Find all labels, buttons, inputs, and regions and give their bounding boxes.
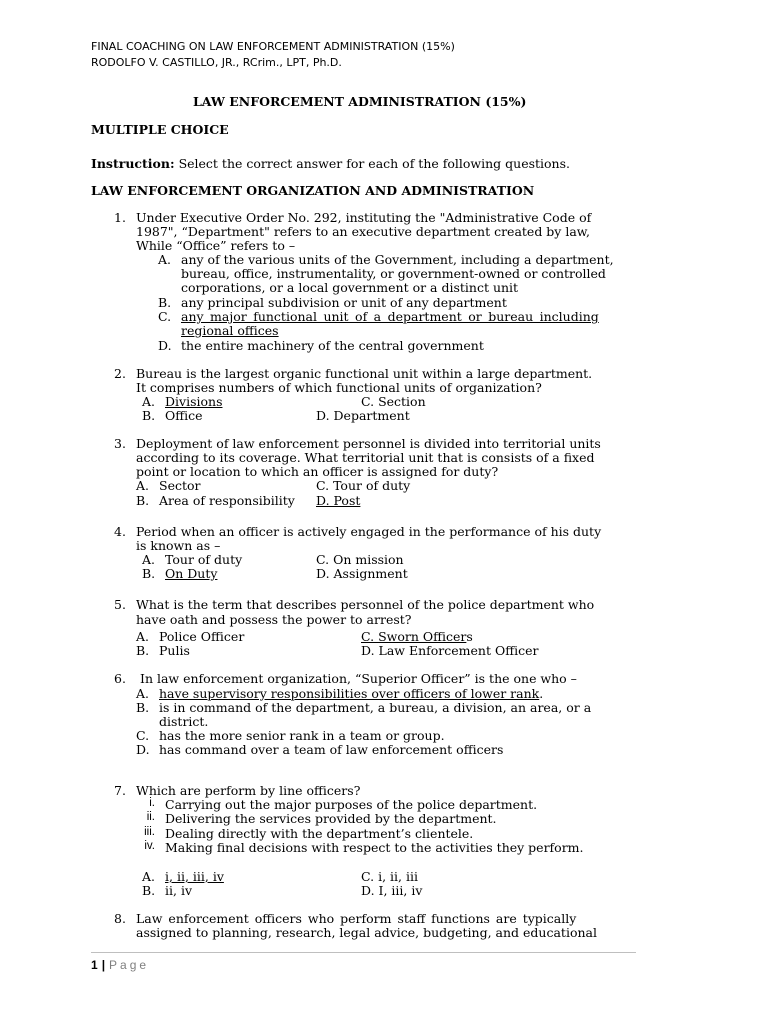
choice-text-answer: On Duty [165, 566, 218, 581]
choice-text-answer: D. Post [316, 493, 361, 508]
choice-letter: D. [158, 338, 172, 353]
question-text-line: point or location to which an officer is assigned for duty? [136, 464, 499, 479]
running-header-title: FINAL COACHING ON LAW ENFORCEMENT ADMINISTRATION (15%) [91, 40, 455, 53]
question-number: 7. [114, 783, 126, 798]
choice-text: has command over a team of law enforcement officers [159, 742, 504, 757]
answer-suffix: . [539, 686, 544, 701]
answer-underlined: C. Sworn Officer [361, 629, 467, 644]
choice-letter: A. [136, 686, 150, 701]
footer-divider [91, 952, 636, 953]
choice-letter: A. [142, 869, 156, 884]
roman-numeral: i. [149, 797, 155, 809]
instruction-label: Instruction: [91, 156, 175, 171]
page-label: Page [109, 958, 150, 972]
choice-text: D. Assignment [316, 566, 408, 581]
choice-text: C. Section [361, 394, 426, 409]
choice-text: any of the various units of the Government, including a department, [181, 252, 614, 267]
list-item: Delivering the services provided by the department. [165, 811, 497, 826]
choice-text-answer: Divisions [165, 394, 223, 409]
choice-letter: A. [158, 252, 172, 267]
choice-text: corporations, or a local government or a distinct unit [181, 280, 519, 295]
choice-letter: A. [142, 552, 156, 567]
subsection-heading: LAW ENFORCEMENT ORGANIZATION AND ADMINISTRATION [91, 183, 535, 198]
question-number: 4. [114, 524, 126, 539]
list-item: Dealing directly with the department’s clientele. [165, 826, 474, 841]
instruction [91, 156, 570, 171]
choice-letter: B. [142, 566, 156, 581]
question-number: 8. [114, 911, 126, 926]
question-text-line: While “Office” refers to – [136, 238, 296, 253]
question-text-line: What is the term that describes personnel of the police department who [136, 597, 595, 612]
choice-letter: A. [136, 478, 150, 493]
roman-numeral: ii. [146, 811, 155, 823]
answer-suffix: s [466, 629, 473, 644]
choice-text: D. Law Enforcement Officer [361, 643, 539, 658]
choice-text: the entire machinery of the central government [181, 338, 484, 353]
choice-letter: C. [158, 309, 172, 324]
list-item: Carrying out the major purposes of the police department. [165, 797, 538, 812]
running-header-author: RODOLFO V. CASTILLO, JR., RCrim., LPT, Ph.D. [91, 56, 342, 69]
answer-underlined: have supervisory responsibilities over officers of lower rank [159, 686, 540, 701]
choice-text: Area of responsibility [159, 493, 295, 508]
page-footer [91, 956, 149, 974]
footer-separator: | [101, 958, 106, 972]
question-text-line: Bureau is the largest organic functional unit within a large department. [136, 366, 593, 381]
choice-text: Police Officer [159, 629, 245, 644]
choice-text-answer [361, 629, 473, 644]
question-number: 2. [114, 366, 126, 381]
document-title: LAW ENFORCEMENT ADMINISTRATION (15%) [193, 94, 527, 109]
question-text-line: Under Executive Order No. 292, instituting the "Administrative Code of [136, 210, 592, 225]
choice-text-answer: regional offices [181, 323, 279, 338]
choice-letter: B. [158, 295, 172, 310]
choice-letter: B. [136, 493, 150, 508]
choice-text: C. On mission [316, 552, 404, 567]
roman-numeral: iv. [144, 840, 155, 852]
question-text-line: assigned to planning, research, legal advice, budgeting, and educational [136, 925, 597, 940]
choice-text: is in command of the department, a bureau, a division, an area, or a [159, 700, 592, 715]
question-text-line: Period when an officer is actively engaged in the performance of his duty [136, 524, 602, 539]
question-text-line: Which are perform by line officers? [136, 783, 361, 798]
question-text-line: 1987", “Department" refers to an executive department created by law, [136, 224, 590, 239]
choice-letter: B. [136, 700, 150, 715]
choice-letter: A. [136, 629, 150, 644]
choice-text: Office [165, 408, 203, 423]
choice-letter: C. [136, 728, 150, 743]
page-number: 1 [91, 958, 98, 972]
question-text-line: have oath and possess the power to arrest? [136, 612, 412, 627]
choice-text-answer: i, ii, iii, iv [165, 869, 224, 884]
question-text-line: It comprises numbers of which functional units of organization? [136, 380, 542, 395]
choice-text-answer: any major functional unit of a department or bureau including [181, 309, 599, 324]
choice-text: Pulis [159, 643, 190, 658]
choice-text: C. Tour of duty [316, 478, 411, 493]
question-text-line: In law enforcement organization, “Superior Officer” is the one who – [140, 671, 577, 686]
choice-text-answer [159, 686, 543, 701]
choice-text: D. I, iii, iv [361, 883, 423, 898]
question-text-line: Deployment of law enforcement personnel is divided into territorial units [136, 436, 601, 451]
choice-text: Tour of duty [165, 552, 243, 567]
choice-letter: B. [142, 883, 156, 898]
choice-letter: B. [142, 408, 156, 423]
question-text-line: is known as – [136, 538, 221, 553]
choice-text: Sector [159, 478, 201, 493]
choice-text: has the more senior rank in a team or group. [159, 728, 445, 743]
instruction-text: Select the correct answer for each of the following questions. [174, 156, 570, 171]
section-heading-multiple-choice: MULTIPLE CHOICE [91, 122, 229, 137]
choice-text: C. i, ii, iii [361, 869, 418, 884]
question-number: 3. [114, 436, 126, 451]
question-number: 6. [114, 671, 126, 686]
choice-text: any principal subdivision or unit of any department [181, 295, 507, 310]
choice-text: D. Department [316, 408, 410, 423]
roman-numeral: iii. [144, 826, 155, 838]
list-item: Making final decisions with respect to the activities they perform. [165, 840, 584, 855]
choice-text: district. [159, 714, 209, 729]
question-text-line: Law enforcement officers who perform staff functions are typically [136, 911, 577, 926]
choice-text: ii, iv [165, 883, 193, 898]
question-text-line: according to its coverage. What territorial unit that is consists of a fixed [136, 450, 595, 465]
choice-letter: B. [136, 643, 150, 658]
choice-letter: A. [142, 394, 156, 409]
question-number: 1. [114, 210, 126, 225]
choice-letter: D. [136, 742, 150, 757]
question-number: 5. [114, 597, 126, 612]
choice-text: bureau, office, instrumentality, or government-owned or controlled [181, 266, 606, 281]
